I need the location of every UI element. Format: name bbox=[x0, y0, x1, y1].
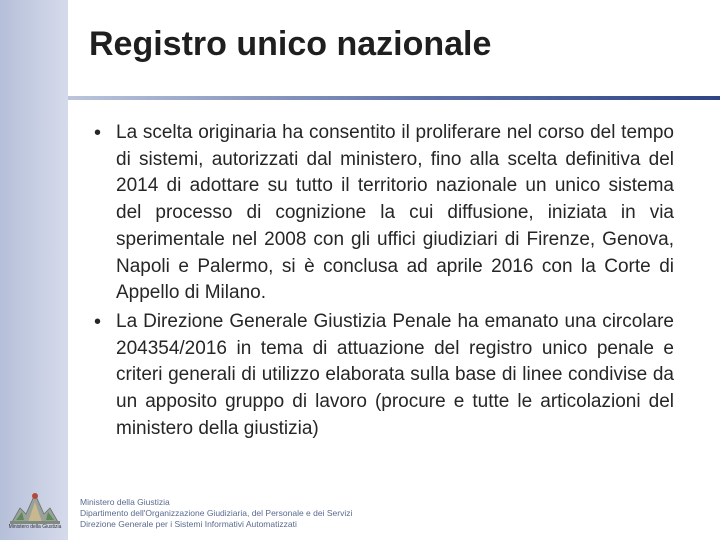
ministry-logo bbox=[4, 486, 66, 534]
italian-emblem-icon bbox=[4, 486, 66, 526]
slide-title: Registro unico nazionale bbox=[89, 25, 492, 63]
logo-caption: Ministero della Giustizia bbox=[8, 524, 62, 530]
title-rule bbox=[68, 96, 720, 100]
title-area bbox=[68, 0, 720, 100]
bullet-item bbox=[92, 120, 674, 307]
footer-line: Direzione Generale per i Sistemi Informativi Automatizzati bbox=[80, 519, 297, 529]
footer-line: Dipartimento dell'Organizzazione Giudiziaria, del Personale e dei Servizi bbox=[80, 508, 353, 518]
bullet-text: La scelta originaria ha consentito il proliferare nel corso del tempo di sistemi, autorizzati dal ministero, fino alla scelta definitiva del 2014 di adottare su tutto il territorio nazionale un unico sistema del processo di cognizione la cui diffusione, iniziata in via sperimentale nel 2008 con gli uffici giudiziari di Firenze, Genova, Napoli e Palermo, si è conclusa ad aprile 2016 con la Corte di Appello di Milano. bbox=[116, 122, 674, 304]
footer bbox=[80, 497, 352, 530]
footer-line: Ministero della Giustizia bbox=[80, 497, 170, 507]
bullet-dot-icon: • bbox=[94, 122, 102, 144]
bullet-item bbox=[92, 309, 674, 443]
slide-sidebar bbox=[0, 0, 68, 540]
bullet-text: La Direzione Generale Giustizia Penale ha emanato una circolare 204354/2016 in tema di attuazione del registro unico penale e criteri generali di utilizzo elaborata sulla base di linee condivise da un apposito gruppo di lavoro (procure e tutte le articolazioni del ministero della giustizia) bbox=[116, 310, 674, 439]
bullet-dot-icon: • bbox=[94, 310, 102, 333]
bullet-list bbox=[92, 120, 674, 442]
